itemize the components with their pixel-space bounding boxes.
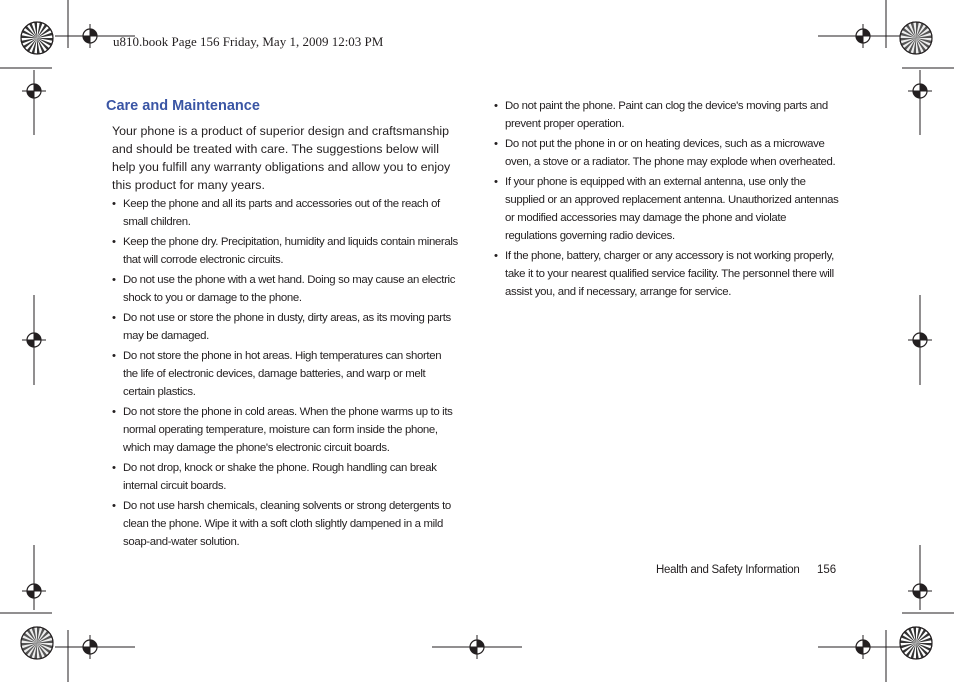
bullet-icon: •: [112, 500, 116, 512]
section-title: Care and Maintenance: [106, 98, 260, 114]
bullet-icon: •: [112, 198, 116, 210]
bullet-icon: •: [112, 462, 116, 474]
list-item-text: Do not put the phone in or on heating devices, such as a microwave oven, a stove or a radiator. The phone may explode when overheated.: [505, 138, 836, 168]
bullet-icon: •: [112, 236, 116, 248]
list-item: [494, 97, 840, 133]
list-item: [112, 497, 458, 551]
bullet-icon: •: [112, 406, 116, 418]
list-item-text: Keep the phone and all its parts and accessories out of the reach of small children.: [123, 198, 440, 228]
bullet-icon: •: [112, 274, 116, 286]
bullet-icon: •: [494, 138, 498, 150]
list-item: [112, 403, 458, 457]
color-wheel-icon: [900, 22, 932, 54]
bullet-icon: •: [494, 176, 498, 188]
list-item-text: Do not store the phone in hot areas. High temperatures can shorten the life of electronic devices, damage batteries, and warp or melt certain plastics.: [123, 350, 442, 398]
print-slug: u810.book Page 156 Friday, May 1, 2009 12:03 PM: [113, 34, 384, 49]
list-item-text: Do not drop, knock or shake the phone. Rough handling can break internal circuit boards.: [123, 462, 437, 492]
color-wheel-icon: [900, 627, 932, 659]
bullet-icon: •: [494, 100, 498, 112]
list-item: [494, 173, 840, 245]
page-number: 156: [817, 564, 837, 576]
list-item: [112, 271, 458, 307]
footer-section-name: Health and Safety Information: [656, 564, 800, 576]
list-item-text: Keep the phone dry. Precipitation, humidity and liquids contain minerals that will corrode electronic circuits.: [123, 236, 458, 266]
list-item-text: If your phone is equipped with an external antenna, use only the supplied or an approved replacement antenna. Unauthorized antennas or modified accessories may damage the phone and violate regulations governing radio devices.: [505, 176, 839, 242]
list-item-text: If the phone, battery, charger or any accessory is not working properly, take it to your nearest qualified service facility. The personnel there will assist you, and if necessary, arrange for service.: [505, 250, 834, 298]
list-item: [112, 459, 458, 495]
list-item: [494, 135, 840, 171]
right-column-list: [494, 97, 840, 303]
list-item: [494, 247, 840, 301]
color-wheel-icon: [21, 22, 53, 54]
color-wheel-icon: [21, 627, 53, 659]
list-item: [112, 309, 458, 345]
list-item-text: Do not use the phone with a wet hand. Doing so may cause an electric shock to you or damage to the phone.: [123, 274, 456, 304]
intro-paragraph: Your phone is a product of superior design and craftsmanship and should be treated with care. The suggestions below will help you fulfill any warranty obligations and allow you to enjoy this product for many years.: [112, 124, 451, 192]
bullet-icon: •: [112, 312, 116, 324]
list-item-text: Do not paint the phone. Paint can clog the device's moving parts and prevent proper operation.: [505, 100, 828, 130]
left-column-list: [112, 195, 458, 553]
list-item: [112, 347, 458, 401]
list-item-text: Do not store the phone in cold areas. When the phone warms up to its normal operating temperature, moisture can form inside the phone, which may damage the phone's electronic circuit boards.: [123, 406, 453, 454]
bullet-icon: •: [494, 250, 498, 262]
list-item: [112, 233, 458, 269]
bullet-icon: •: [112, 350, 116, 362]
list-item-text: Do not use or store the phone in dusty, dirty areas, as its moving parts may be damaged.: [123, 312, 451, 342]
list-item-text: Do not use harsh chemicals, cleaning solvents or strong detergents to clean the phone. Wipe it with a soft cloth slightly dampened in a mild soap-and-water solution.: [123, 500, 451, 548]
list-item: [112, 195, 458, 231]
